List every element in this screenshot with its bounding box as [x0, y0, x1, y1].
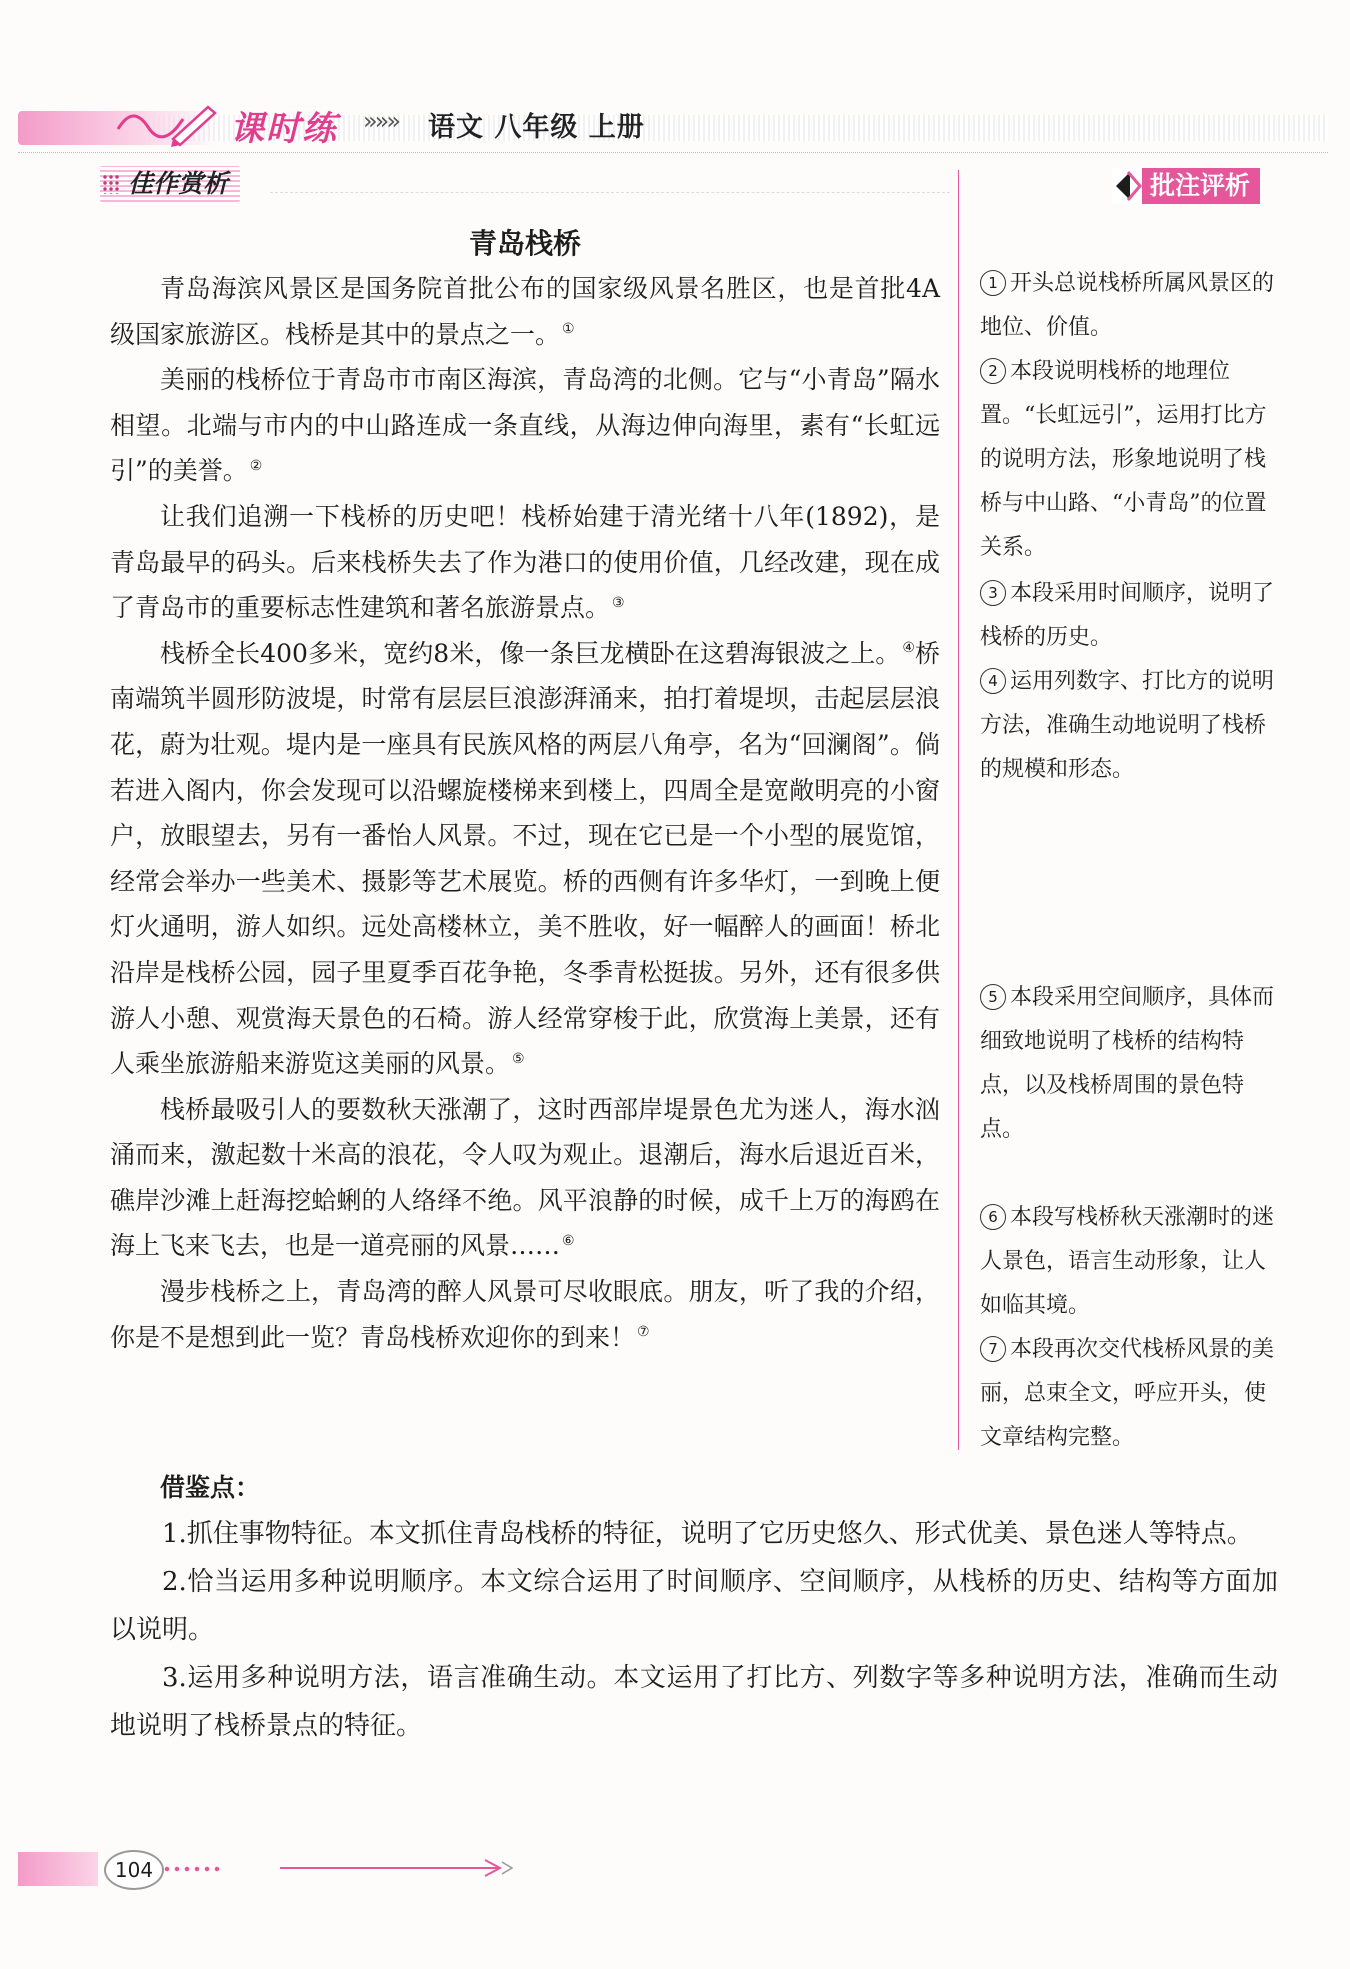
- borrow-point: 1.抓住事物特征。本文抓住青岛栈桥的特征，说明了它历史悠久、形式优美、景色迷人等特点。: [162, 1519, 1253, 1549]
- footnote-mark: ⑤: [512, 1050, 525, 1067]
- footnote-mark: ①: [562, 321, 575, 338]
- series-title: 课时练: [230, 109, 338, 149]
- pencil-logo-icon: [113, 99, 223, 149]
- footnote-mark: ⑦: [637, 1324, 650, 1341]
- annotation-text: 运用列数字、打比方的说明方法，准确生动地说明了栈桥的规模和形态。: [980, 669, 1275, 782]
- article-title: 青岛栈桥: [468, 227, 581, 260]
- footnote-mark: ②: [249, 458, 263, 475]
- article-paragraph: 栈桥全长400多米，宽约8米，像一条巨龙横卧在这碧海银波之上。 ④桥南端筑半圆形防波堤，时常有层层巨浪澎湃涌来，拍打着堤坝，击起层层浪花，蔚为壮观。堤内是一座具有民族风格的两层八角亭，名为“回澜阁”。倘若进入阁内，你会发现可以沿螺旋楼梯来到楼上，四周全是宽敞明亮的小窗户，放眼望去，另有一番怡人风景。不过，现在它已是一个小型的展览馆，经常会举办一些美术、摄影等艺术展览。桥的西侧有许多华灯，一到晚上便灯火通明，游人如织。远处高楼林立，美不胜收，好一幅醉人的画面！桥北沿岸是栈桥公园，园子里夏季百花争艳，冬季青松挺拔。另外，还有很多供游人小憩、观赏海天景色的石椅。游人经常穿梭于此，欣赏海上美景，还有人乘坐旅游船来游览这美丽的风景。 ⑤: [110, 638, 940, 1079]
- section-label-annotation: 批注评析: [1112, 168, 1260, 204]
- borrow-point: 3.运用多种说明方法，语言准确生动。本文运用了打比方、列数字等多种说明方法，准确而生动地说明了栈桥景点的特征。: [110, 1663, 1278, 1741]
- footnote-mark: ⑥: [562, 1233, 575, 1250]
- footnote-mark: ④: [902, 640, 915, 657]
- annotation-1: [980, 262, 1280, 350]
- annotation-number: 3: [980, 580, 1006, 606]
- article-body: [110, 266, 940, 1360]
- column-divider: [958, 170, 959, 1450]
- article-paragraph: 让我们追溯一下栈桥的历史吧！栈桥始建于清光绪十八年(1892)，是青岛最早的码头。后来栈桥失去了作为港口的使用价值，几经改建，现在成了青岛市的重要标志性建筑和著名旅游景点。 ③: [110, 501, 940, 623]
- annotation-text: 开头总说栈桥所属风景区的地位、价值。: [980, 271, 1275, 340]
- annotation-text: 本段采用时间顺序，说明了栈桥的历史。: [980, 581, 1275, 650]
- footnote-mark: ③: [612, 594, 625, 611]
- annotation-text: 本段再次交代栈桥风景的美丽，总束全文，呼应开头，使文章结构完整。: [980, 1337, 1275, 1450]
- footer-dots: [162, 1866, 222, 1872]
- footer-pink-block: [18, 1852, 98, 1886]
- annotation-5: [980, 976, 1280, 1152]
- section-label-appreciation: 佳作赏析: [100, 166, 240, 202]
- footer-arrow-icon: [280, 1856, 520, 1880]
- dot-pattern-icon: [102, 174, 120, 194]
- article-paragraph: 栈桥最吸引人的要数秋天涨潮了，这时西部岸堤景色尤为迷人，海水汹涌而来，激起数十米高的浪花，令人叹为观止。退潮后，海水后退近百米，礁岸沙滩上赶海挖蛤蜊的人络绎不绝。风平浪静的时候，成千上万的海鸥在海上飞来飞去，也是一道亮丽的风景…… ⑥: [110, 1094, 940, 1261]
- borrow-points: [110, 1468, 1278, 1750]
- annotation-4: [980, 660, 1280, 792]
- section-rule: [270, 192, 950, 193]
- subject-title: 语文 八年级 上册: [428, 112, 645, 143]
- annotation-number: 2: [980, 358, 1006, 384]
- annotation-number: 4: [980, 668, 1006, 694]
- annotation-number: 7: [980, 1336, 1006, 1362]
- article-paragraph: 青岛海滨风景区是国务院首批公布的国家级风景名胜区，也是首批4A级国家旅游区。栈桥是其中的景点之一。 ①: [110, 274, 940, 349]
- article-paragraph: 美丽的栈桥位于青岛市市南区海滨，青岛湾的北侧。它与“小青岛”隔水相望。北端与市内的中山路连成一条直线，从海边伸向海里，素有“长虹远引”的美誉。 ②: [110, 365, 940, 486]
- page-number: 104: [104, 1850, 164, 1890]
- header-arrows: »»»: [363, 107, 399, 135]
- annotation-number: 6: [980, 1204, 1006, 1230]
- annotation-6: [980, 1196, 1280, 1328]
- article-paragraph: 漫步栈桥之上，青岛湾的醉人风景可尽收眼底。朋友，听了我的介绍，你是不是想到此一览？青岛栈桥欢迎你的到来！ ⑦: [110, 1277, 940, 1352]
- annotation-number: 5: [980, 984, 1006, 1010]
- borrow-point: 2.恰当运用多种说明顺序。本文综合运用了时间顺序、空间顺序，从栈桥的历史、结构等方面加以说明。: [110, 1567, 1278, 1645]
- annotation-text: 本段说明栈桥的地理位置。“长虹远引”，运用打比方的说明方法，形象地说明了栈桥与中山路、“小青岛”的位置关系。: [980, 359, 1267, 560]
- header-divider: [18, 152, 1328, 153]
- annotation-number: 1: [980, 270, 1006, 296]
- left-arrow-icon: [1112, 168, 1142, 204]
- annotation-2: [980, 350, 1280, 570]
- annotation-text: 本段采用空间顺序，具体而细致地说明了栈桥的结构特点，以及栈桥周围的景色特点。: [980, 985, 1275, 1142]
- annotation-7: [980, 1328, 1280, 1460]
- annotation-text: 本段写栈桥秋天涨潮时的迷人景色，语言生动形象，让人如临其境。: [980, 1205, 1275, 1318]
- page-header: [18, 95, 1328, 155]
- annotation-3: [980, 572, 1280, 660]
- borrow-heading: 借鉴点：: [160, 1473, 261, 1502]
